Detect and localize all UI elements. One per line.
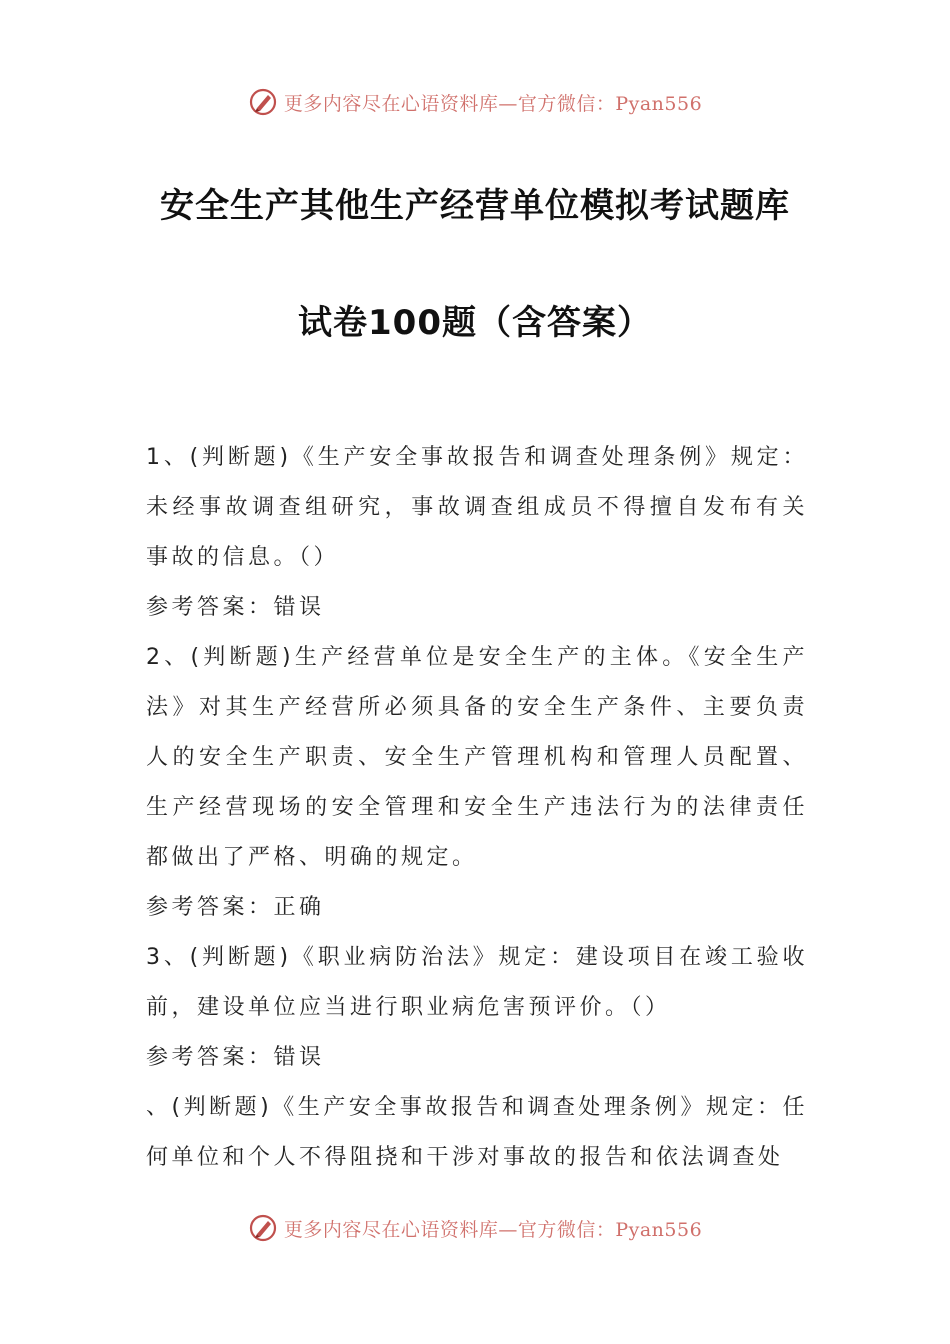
question-3-answer: 参考答案：错误 <box>146 1045 325 1070</box>
question-4-text: 、(判断题)《生产安全事故报告和调查处理条例》规定：任何单位和个人不得阻挠和干涉对事故的报告和依法调查处 <box>146 1095 808 1170</box>
pen-logo-icon <box>248 1213 278 1243</box>
question-3-text: 3、(判断题)《职业病防治法》规定：建设项目在竣工验收前，建设单位应当进行职业病危害预评价。（） <box>146 945 808 1020</box>
header-watermark <box>0 82 950 122</box>
question-2-answer: 参考答案：正确 <box>146 895 325 920</box>
document-title-line-1: 安全生产其他生产经营单位模拟考试题库 <box>160 186 790 226</box>
question-list <box>146 433 808 1183</box>
document-title-line-2: 试卷100题（含答案） <box>298 303 652 343</box>
footer-watermark <box>0 1208 950 1248</box>
question-1-answer: 参考答案：错误 <box>146 595 325 620</box>
watermark-text: 更多内容尽在心语资料库—官方微信：Pyan556 <box>283 1218 703 1241</box>
pen-logo-icon <box>248 87 278 117</box>
question-2-text: 2、(判断题)生产经营单位是安全生产的主体。《安全生产法》对其生产经营所必须具备的安全生产条件、主要负责人的安全生产职责、安全生产管理机构和管理人员配置、生产经营现场的安全管理和安全生产违法行为的法律责任都做出了严格、明确的规定。 <box>146 645 808 870</box>
question-1-text: 1、(判断题)《生产安全事故报告和调查处理条例》规定：未经事故调查组研究，事故调查组成员不得擅自发布有关事故的信息。（） <box>146 445 808 570</box>
watermark-text: 更多内容尽在心语资料库—官方微信：Pyan556 <box>283 92 703 115</box>
